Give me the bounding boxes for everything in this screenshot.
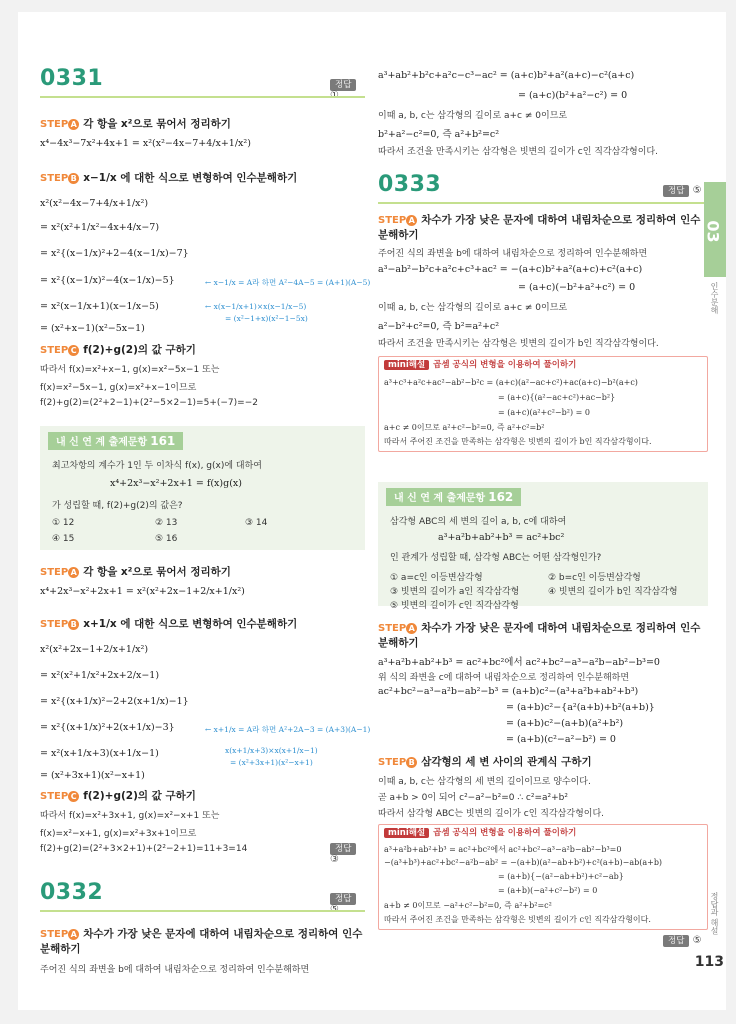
question-bar: 내 신 연 계 출제문항 161: [48, 432, 183, 450]
text-line: 따라서 조건을 만족시키는 삼각형은 빗변의 길이가 c인 직각삼각형이다.: [378, 147, 658, 157]
equation: = x²{(x−1/x)²+2−4(x−1/x)−7}: [40, 248, 189, 259]
section-label: 정답과 해설: [710, 892, 719, 935]
choice: ⑤ 16: [155, 534, 178, 544]
equation: ac²+bc²−a³−a²b−ab²−b³ = (a+b)c²−(a³+a²b+ab²+b³): [378, 686, 639, 697]
equation: a³+a²b+ab²+b³ = ac²+bc²에서 ac²+bc²−a³−a²b−ab²−b³=0: [378, 657, 660, 668]
answer-label: 정답: [330, 843, 356, 855]
mini-line: −(a³+b³)+ac²+bc²−a²b−ab² = −(a+b)(a²−ab+b²)+c²(a+b)−ab(a+b): [384, 858, 663, 867]
side-note: ← x(x−1/x+1)×x(x−1/x−5): [205, 302, 307, 311]
text-line: 따라서 삼각형 ABC는 빗변의 길이가 c인 직각삼각형이다.: [378, 809, 605, 819]
equation: = x²(x²+1/x²+2x+2/x−1): [40, 670, 160, 681]
step-c-heading: STEP C f(2)+g(2)의 값 구하기: [40, 790, 196, 802]
step-b-heading: STEP B x−1/x 에 대한 식으로 변형하여 인수분해하기: [40, 172, 298, 184]
step-b-heading: STEP B 삼각형의 세 변 사이의 관계식 구하기: [378, 756, 592, 768]
choice: ① a=c인 이등변삼각형: [390, 573, 483, 583]
equation: = x²(x²+1/x²−4x+4/x−7): [40, 222, 160, 233]
text-line: 주어진 식의 좌변을 b에 대하여 내림차순으로 정리하여 인수분해하면: [40, 965, 310, 975]
equation: a³−ab²−b²c+a²c+c³+ac² = −(a+c)b²+a²(a+c)+c²(a+c): [378, 264, 643, 275]
step-b-heading: STEP B x+1/x 에 대한 식으로 변형하여 인수분해하기: [40, 618, 298, 630]
choice: ④ 빗변의 길이가 b인 직각삼각형: [548, 587, 678, 597]
step-a-heading: STEP A 차수가 가장 낮은 문자에 대하여 내림차순으로 정리하여 인수분해하기: [40, 928, 363, 955]
question-text: 삼각형 ABC의 세 변의 길이 a, b, c에 대하여: [390, 517, 567, 527]
equation: = x²(x+1/x+3)(x+1/x−1): [40, 748, 159, 759]
equation: = (a+b)c²−(a+b)(a²+b²): [506, 718, 624, 729]
text-line: 따라서 f(x)=x²+3x+1, g(x)=x²−x+1 또는: [40, 811, 220, 821]
equation: = (x²+x−1)(x²−5x−1): [40, 323, 145, 334]
text-line: 이때 a, b, c는 삼각형의 길이로 a+c ≠ 0이므로: [378, 303, 568, 313]
mini-line: a+c ≠ 0이므로 a²+c²−b²=0, 즉 a²+c²=b²: [384, 423, 545, 432]
side-note: = (x²−1+x)(x²−1−5x): [225, 314, 308, 323]
answer-badge: [330, 842, 365, 865]
text-line: 곧 a+b > 0이 되어 c²−a²−b²=0 ∴ c²=a²+b²: [378, 793, 568, 803]
text-line: 위 식의 좌변을 c에 대하여 내림차순으로 정리하여 인수분해하면: [378, 673, 630, 683]
choice: ⑤ 빗변의 길이가 c인 직각삼각형: [390, 601, 519, 611]
mini-line: = (a+b){−(a²−ab+b²)+c²−ab}: [498, 872, 624, 881]
choice: ② b=c인 이등변삼각형: [548, 573, 641, 583]
divider: [40, 96, 365, 98]
text-line: 주어진 식의 좌변을 b에 대하여 내림차순으로 정리하여 인수분해하면: [378, 249, 648, 259]
mini-line: 따라서 주어진 조건을 만족하는 삼각형은 빗변의 길이가 c인 직각삼각형이다.: [384, 915, 651, 924]
text-line: f(2)+g(2)=(2²+2−1)+(2²−5×2−1)=5+(−7)=−2: [40, 398, 258, 408]
step-a-heading: STEP A 각 항을 x²으로 묶어서 정리하기: [40, 566, 231, 578]
text-line: 따라서 f(x)=x²+x−1, g(x)=x²−5x−1 또는: [40, 365, 220, 375]
equation: = (a+c)(−b²+a²+c²) = 0: [518, 282, 636, 293]
question-text: 가 성립할 때, f(2)+g(2)의 값은?: [52, 501, 183, 511]
step-a-heading: STEP A 각 항을 x²으로 묶어서 정리하기: [40, 118, 231, 130]
mini-line: = (a+c)(a²+c²−b²) = 0: [498, 408, 590, 417]
choice: ③ 빗변의 길이가 a인 직각삼각형: [390, 587, 520, 597]
equation: = (x²+3x+1)(x²−x+1): [40, 770, 145, 781]
chapter-title: 인수분해: [710, 282, 719, 314]
equation: = x²(x−1/x+1)(x−1/x−5): [40, 301, 159, 312]
mini-line: = (a+b)(−a²+c²−b²) = 0: [498, 886, 598, 895]
choice: ④ 15: [52, 534, 75, 544]
mini-line: 따라서 주어진 조건을 만족하는 삼각형은 빗변의 길이가 b인 직각삼각형이다.: [384, 437, 652, 446]
mini-line: a³+a²b+ab²+b³ = ac²+bc²에서 ac²+bc²−a³−a²b−ab²−b³=0: [384, 845, 622, 854]
answer-value: ③: [330, 854, 339, 865]
answer-badge: [663, 934, 702, 946]
problem-number: 0331: [40, 66, 104, 91]
step-c-heading: STEP C f(2)+g(2)의 값 구하기: [40, 344, 196, 356]
equation: a²−b²+c²=0, 즉 b²=a²+c²: [378, 321, 500, 332]
text-line: f(x)=x²−5x−1, g(x)=x²+x−1이므로: [40, 383, 197, 393]
answer-label: 정답: [330, 893, 356, 905]
question-bar: 내 신 연 계 출제문항 162: [386, 488, 521, 506]
equation: = (a+c)(b²+a²−c²) = 0: [518, 90, 628, 101]
answer-label: 정답: [663, 935, 689, 947]
choice: ② 13: [155, 518, 178, 528]
mini-solution-heading: mini해설 곱셈 공식의 변형을 이용하여 풀이하기: [384, 358, 576, 370]
equation: = x²{(x+1/x)²−2+2(x+1/x)−1}: [40, 696, 189, 707]
problem-number: 0333: [378, 172, 442, 197]
equation: x²(x²−4x−7+4/x+1/x²): [40, 198, 149, 209]
choice: ③ 14: [245, 518, 268, 528]
divider: [378, 202, 708, 204]
equation: b²+a²−c²=0, 즉 a²+b²=c²: [378, 129, 500, 140]
page-number: 113: [694, 954, 724, 970]
side-note: = (x²+3x+1)(x²−x+1): [230, 758, 313, 767]
text-line: 따라서 조건을 만족시키는 삼각형은 빗변의 길이가 b인 직각삼각형이다.: [378, 339, 659, 349]
text-line: f(x)=x²−x+1, g(x)=x²+3x+1이므로: [40, 829, 197, 839]
question-equation: a³+a²b+ab²+b³ = ac²+bc²: [438, 532, 565, 543]
equation: x⁴+2x³−x²+2x+1 = x²(x²+2x−1+2/x+1/x²): [40, 586, 245, 597]
page: [18, 12, 726, 1010]
text-line: 이때 a, b, c는 삼각형의 세 변의 길이이므로 양수이다.: [378, 777, 591, 787]
question-equation: x⁴+2x³−x²+2x+1 = f(x)g(x): [110, 478, 242, 489]
answer-value: ⑤: [692, 935, 702, 946]
equation: = (a+b)(c²−a²−b²) = 0: [506, 734, 616, 745]
equation: = (a+b)c²−{a²(a+b)+b²(a+b)}: [506, 702, 655, 713]
side-note: ← x+1/x = A라 하면 A²+2A−3 = (A+3)(A−1): [205, 725, 371, 734]
side-note: ← x−1/x = A라 하면 A²−4A−5 = (A+1)(A−5): [205, 278, 371, 287]
chapter-number: 03: [703, 220, 723, 243]
equation: a³+ab²+b²c+a²c−c³−ac² = (a+c)b²+a²(a+c)−c²(a+c): [378, 70, 635, 81]
answer-label: 정답: [663, 185, 689, 197]
text-line: f(2)+g(2)=(2²+3×2+1)+(2²−2+1)=11+3=14: [40, 844, 248, 854]
step-a-heading: STEP A 차수가 가장 낮은 문자에 대하여 내림차순으로 정리하여 인수분해하기: [378, 214, 701, 241]
answer-badge: [663, 184, 702, 196]
equation: x⁴−4x³−7x²+4x+1 = x²(x²−4x−7+4/x+1/x²): [40, 138, 251, 149]
mini-line: a+b ≠ 0이므로 −a²+c²−b²=0, 즉 a²+b²=c²: [384, 901, 552, 910]
mini-line: a³+c³+a²c+ac²−ab²−b²c = (a+c)(a²−ac+c²)+ac(a+c)−b²(a+c): [384, 378, 638, 387]
choice: ① 12: [52, 518, 75, 528]
equation: x²(x²+2x−1+2/x+1/x²): [40, 644, 149, 655]
equation: = x²{(x−1/x)²−4(x−1/x)−5}: [40, 275, 175, 286]
answer-value: ⑤: [692, 185, 702, 196]
step-a-heading: STEP A 차수가 가장 낮은 문자에 대하여 내림차순으로 정리하여 인수분해하기: [378, 622, 701, 649]
divider: [40, 910, 365, 912]
answer-label: 정답: [330, 79, 356, 91]
equation: = x²{(x+1/x)²+2(x+1/x)−3}: [40, 722, 175, 733]
question-text: 인 관계가 성립할 때, 삼각형 ABC는 어떤 삼각형인가?: [390, 553, 602, 563]
mini-solution-heading: mini해설 곱셈 공식의 변형을 이용하여 풀이하기: [384, 826, 576, 838]
problem-number: 0332: [40, 880, 104, 905]
text-line: 이때 a, b, c는 삼각형의 길이로 a+c ≠ 0이므로: [378, 111, 568, 121]
mini-line: = (a+c){(a²−ac+c²)+ac−b²}: [498, 393, 616, 402]
question-text: 최고차항의 계수가 1인 두 이차식 f(x), g(x)에 대하여: [52, 461, 262, 471]
side-note: x(x+1/x+3)×x(x+1/x−1): [225, 746, 318, 755]
